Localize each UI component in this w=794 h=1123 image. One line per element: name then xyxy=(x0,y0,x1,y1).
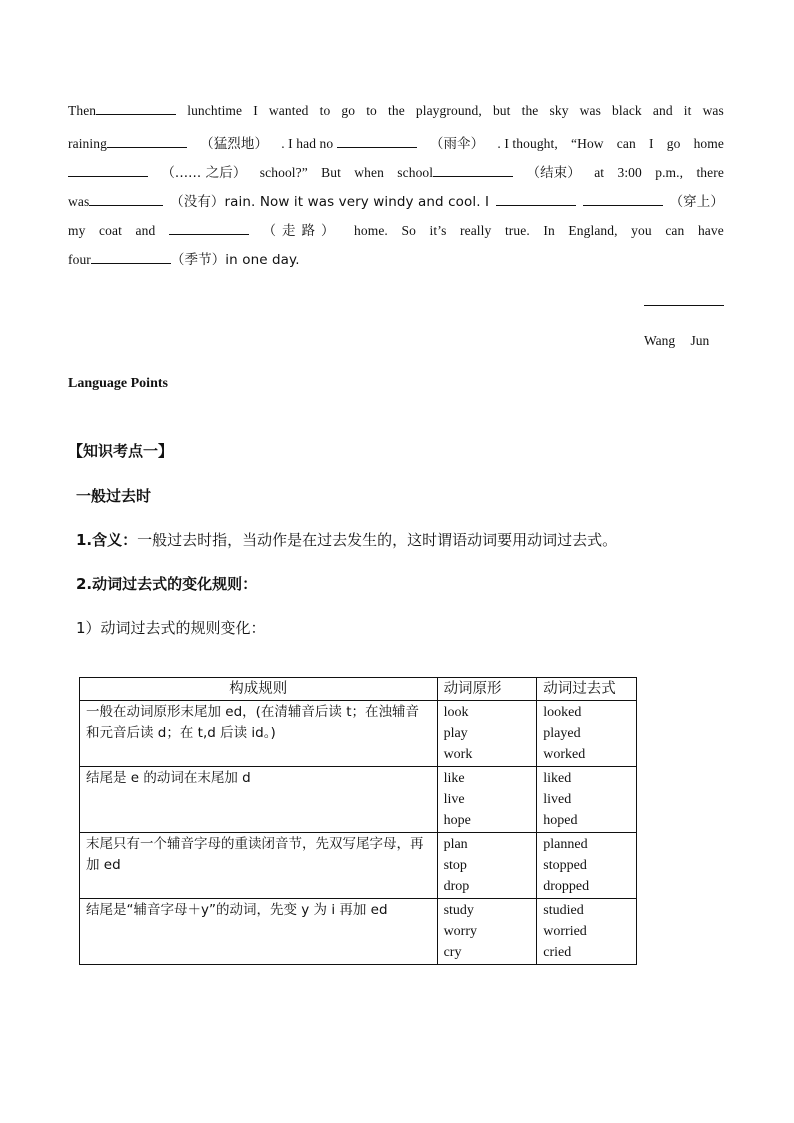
table-row xyxy=(80,899,637,965)
word: I xyxy=(253,103,258,118)
base-verb: stop xyxy=(443,858,467,873)
base-verb: plan xyxy=(443,837,468,852)
word: was xyxy=(68,194,90,209)
word: home xyxy=(693,136,724,151)
definition-paragraph xyxy=(76,529,617,550)
word: So xyxy=(401,223,416,238)
word: four xyxy=(68,252,91,267)
base-verb: like xyxy=(443,771,465,786)
word: there xyxy=(696,165,724,180)
word: lunchtime xyxy=(187,103,243,118)
past-verb: worked xyxy=(543,747,586,762)
word: and xyxy=(135,223,156,238)
word: go xyxy=(341,103,356,118)
word: Then xyxy=(68,103,97,118)
word: it’s xyxy=(429,223,447,238)
table-header-row xyxy=(80,678,637,701)
signature: Wang Jun xyxy=(644,333,710,348)
word: true. xyxy=(504,223,530,238)
base-cell xyxy=(437,701,537,767)
base-cell xyxy=(437,899,537,965)
base-cell xyxy=(437,833,537,899)
word: But xyxy=(321,165,341,180)
base-verb: worry xyxy=(443,924,477,939)
passage-line-1 xyxy=(68,103,724,119)
word: . I thought, xyxy=(497,136,558,151)
header-past: 动词过去式 xyxy=(537,678,637,701)
word: coat xyxy=(99,223,122,238)
word: home. xyxy=(354,223,388,238)
word: England, xyxy=(568,223,618,238)
word: really xyxy=(460,223,492,238)
base-cell xyxy=(437,767,537,833)
word: “How xyxy=(571,136,604,151)
language-points-heading: Language Points xyxy=(68,376,168,391)
word: was xyxy=(702,103,724,118)
hint: （猛烈地） xyxy=(200,136,269,152)
word: black xyxy=(612,103,642,118)
word: to xyxy=(319,103,331,118)
fill-blank[interactable] xyxy=(68,175,148,177)
word: the xyxy=(521,103,539,118)
passage-line-3 xyxy=(68,161,724,181)
passage-line-6 xyxy=(68,248,724,268)
word: school?” xyxy=(259,165,308,180)
hint: （结束） xyxy=(526,165,581,181)
past-verb: played xyxy=(543,726,581,741)
word: when xyxy=(354,165,384,180)
past-cell xyxy=(537,833,637,899)
hint: （穿上） xyxy=(669,194,724,210)
word: at xyxy=(594,165,605,180)
word: go xyxy=(666,136,681,151)
header-base: 动词原形 xyxy=(437,678,537,701)
word: p.m., xyxy=(655,165,684,180)
past-verb: liked xyxy=(543,771,572,786)
base-verb: live xyxy=(443,792,465,807)
table-row xyxy=(80,767,637,833)
past-cell xyxy=(537,701,637,767)
rules-heading: 2.动词过去式的变化规则： xyxy=(76,575,258,593)
word: and xyxy=(652,103,673,118)
word: wanted xyxy=(268,103,309,118)
fill-blank[interactable] xyxy=(496,204,576,206)
base-verb: hope xyxy=(443,813,471,828)
rule-cell: 结尾是 e 的动词在末尾加 d xyxy=(80,767,438,833)
past-verb: cried xyxy=(543,945,572,960)
rule-cell: 末尾只有一个辅音字母的重读闭音节，先双写尾字母，再加 ed xyxy=(80,833,438,899)
word: 3:00 xyxy=(617,165,642,180)
header-rule: 构成规则 xyxy=(80,678,438,701)
point-label: 含义： xyxy=(92,531,138,549)
word: my xyxy=(68,223,86,238)
passage-line-4 xyxy=(68,190,724,210)
past-verb: planned xyxy=(543,837,588,852)
word: sky xyxy=(549,103,569,118)
hint: （走路） xyxy=(262,223,341,239)
past-verb: lived xyxy=(543,792,572,807)
fill-blank[interactable] xyxy=(89,204,163,206)
word: to xyxy=(366,103,377,118)
past-verb: studied xyxy=(543,903,584,918)
base-verb: cry xyxy=(443,945,462,960)
point-text: 一般过去时指，当动作是在过去发生的，这时谓语动词要用动词过去式。 xyxy=(137,531,618,549)
past-cell xyxy=(537,767,637,833)
past-verb: hoped xyxy=(543,813,578,828)
knowledge-point-heading: 【知识考点一】 xyxy=(68,442,174,460)
regular-rules-heading: 1）动词过去式的规则变化： xyxy=(76,619,266,637)
passage-line-5 xyxy=(68,219,724,239)
fill-blank[interactable] xyxy=(91,262,171,264)
past-verb: looked xyxy=(543,705,582,720)
word: In xyxy=(543,223,555,238)
point-number: 1. xyxy=(76,531,93,549)
rule-cell: 一般在动词原形末尾加 ed，(在清辅音后读 t；在浊辅音和元音后读 d；在 t,d 后读 id。) xyxy=(80,701,438,767)
past-verb: dropped xyxy=(543,879,590,894)
base-verb: work xyxy=(443,747,473,762)
base-verb: look xyxy=(443,705,469,720)
past-cell xyxy=(537,899,637,965)
rule-cell: 结尾是“辅音字母＋y”的动词，先变 y 为 i 再加 ed xyxy=(80,899,438,965)
word: have xyxy=(697,223,724,238)
past-verb: stopped xyxy=(543,858,587,873)
word: school xyxy=(397,165,434,180)
fill-blank[interactable] xyxy=(337,146,417,148)
table-row xyxy=(80,833,637,899)
fill-blank[interactable] xyxy=(583,204,663,206)
base-verb: play xyxy=(443,726,468,741)
hint: （雨伞） xyxy=(429,136,485,152)
fill-blank[interactable] xyxy=(96,113,176,115)
fill-blank[interactable] xyxy=(107,146,187,148)
fill-blank[interactable] xyxy=(433,175,513,177)
verb-rules-table xyxy=(79,677,637,965)
base-verb: study xyxy=(443,903,474,918)
word: can xyxy=(616,136,636,151)
word: raining xyxy=(68,136,107,151)
word: （季节）in one day. xyxy=(170,252,300,268)
word: （没有）rain. Now it was very windy and cool. I xyxy=(170,194,490,210)
table-row xyxy=(80,701,637,767)
word: . I had no xyxy=(281,136,334,151)
passage-line-2 xyxy=(68,132,724,152)
word: it xyxy=(683,103,692,118)
signature-line xyxy=(644,305,724,306)
hint: （...... 之后） xyxy=(161,165,247,181)
word: I xyxy=(648,136,654,151)
word: you xyxy=(631,223,652,238)
section-title: 一般过去时 xyxy=(76,487,152,505)
word: the xyxy=(388,103,405,118)
base-verb: drop xyxy=(443,879,470,894)
word: but xyxy=(492,103,511,118)
word: was xyxy=(579,103,601,118)
past-verb: worried xyxy=(543,924,587,939)
word: can xyxy=(665,223,685,238)
fill-blank[interactable] xyxy=(169,233,249,235)
word: playground, xyxy=(415,103,482,118)
